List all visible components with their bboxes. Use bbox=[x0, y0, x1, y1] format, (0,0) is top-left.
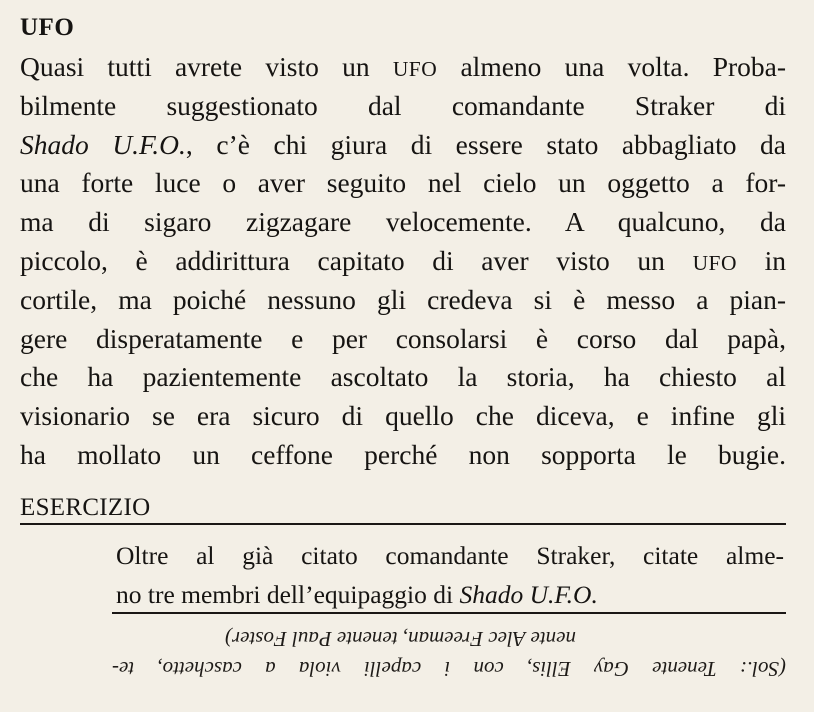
text-line: Shado U.F.O., c’è chi giura di essere stato abbagliato da bbox=[20, 128, 786, 160]
section-title: UFO bbox=[20, 14, 75, 41]
text-line: ha mollato un ceffone perché non sopporta le bugie. bbox=[20, 438, 786, 470]
text-line: visionario se era sicuro di quello che diceva, e infine gli bbox=[20, 400, 786, 432]
divider-rule bbox=[112, 612, 786, 614]
text-line: una forte luce o aver seguito nel cielo un oggetto a for- bbox=[20, 167, 786, 199]
exercise-heading: ESERCIZIO bbox=[20, 494, 151, 521]
body-paragraph bbox=[20, 48, 786, 475]
text-line: (Sol.: Tenente Gay Ellis, con i capelli viola a caschetto, te- bbox=[112, 657, 786, 681]
text-line: no tre membri dell’equipaggio di Shado U.F.O. bbox=[116, 579, 598, 609]
text-line: cortile, ma poiché nessuno gli credeva si è messo a pian- bbox=[20, 283, 786, 315]
text-line: gere disperatamente e per consolarsi è corso dal papà, bbox=[20, 322, 786, 354]
exercise-text bbox=[116, 538, 784, 616]
text-line: piccolo, è addirittura capitato di aver visto un UFO in bbox=[20, 244, 787, 276]
text-line: nente Alec Freeman, tenente Paul Foster) bbox=[224, 627, 576, 651]
text-line: Quasi tutti avrete visto un UFO almeno una volta. Proba- bbox=[20, 51, 787, 82]
text-line: bilmente suggestionato dal comandante Straker di bbox=[20, 89, 786, 121]
divider-rule bbox=[20, 523, 786, 525]
upside-down-solution bbox=[112, 624, 786, 684]
text-line: che ha pazientemente ascoltato la storia, ha chiesto al bbox=[20, 361, 786, 393]
text-line: ma di sigaro zigzagare velocemente. A qualcuno, da bbox=[20, 206, 786, 238]
text-line: Oltre al già citato comandante Straker, citate almе- bbox=[116, 541, 784, 570]
